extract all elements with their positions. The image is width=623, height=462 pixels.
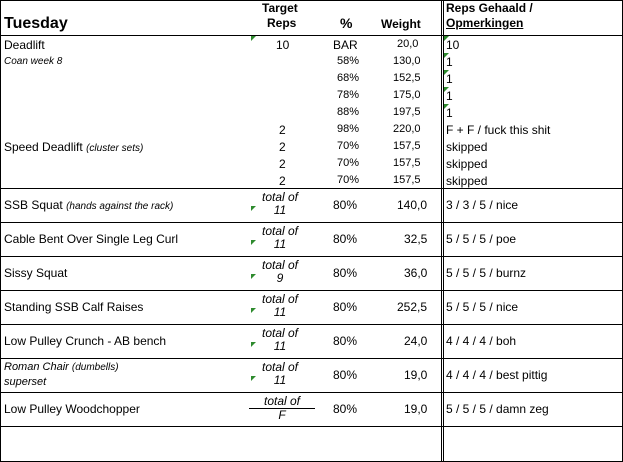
weight-cell: 32,5 <box>404 232 428 246</box>
exercise-name: Low Pulley Woodchopper <box>4 402 140 416</box>
target-reps <box>255 361 305 387</box>
exercise-name <box>4 362 119 373</box>
percent-cell: 80% <box>333 368 358 382</box>
exercise-name: Sissy Squat <box>4 266 68 280</box>
notes-cell: 4 / 4 / 4 / boh <box>446 334 517 348</box>
target-reps: 2 <box>279 174 286 188</box>
exercise-subtitle: (dumbells) <box>71 362 119 373</box>
percent-cell: 80% <box>333 198 358 212</box>
exercise-name-text: Roman Chair <box>4 361 69 373</box>
notes-cell: 5 / 5 / 5 / poe <box>446 232 517 246</box>
row-divider <box>0 358 623 359</box>
notes-cell: 10 <box>446 38 460 52</box>
row-divider <box>0 392 623 393</box>
notes-cell: skipped <box>446 157 488 171</box>
exercise-subtitle: Coan week 8 <box>4 56 63 67</box>
notes-cell: 5 / 5 / 5 / burnz <box>446 266 527 280</box>
percent-cell: 70% <box>337 157 360 169</box>
exercise-name: Deadlift <box>4 38 45 52</box>
reps-total-value: 9 <box>276 271 284 285</box>
comment-marker-icon <box>444 87 449 92</box>
target-reps <box>255 191 305 217</box>
exercise-name-text: Speed Deadlift <box>4 140 83 154</box>
weight-cell: 197,5 <box>393 106 421 118</box>
exercise-subtitle: (hands against the rack) <box>66 201 174 212</box>
notes-cell: 1 <box>446 55 453 69</box>
target-reps <box>255 327 305 353</box>
target-reps: 2 <box>279 140 286 154</box>
row-divider <box>0 324 623 325</box>
percent-cell: 80% <box>333 266 358 280</box>
reps-total-label: total of <box>261 360 299 374</box>
notes-cell: 1 <box>446 89 453 103</box>
row-divider <box>0 290 623 291</box>
header-divider <box>0 35 623 36</box>
reps-total-label: total of <box>261 292 299 306</box>
reps-total-label: total of <box>261 326 299 340</box>
target-reps <box>255 259 305 285</box>
header-notes-line2: Opmerkingen <box>446 16 524 30</box>
notes-cell: skipped <box>446 174 488 188</box>
percent-cell: 70% <box>337 174 360 186</box>
percent-cell: 98% <box>337 123 360 135</box>
reps-total-value: 11 <box>273 237 287 251</box>
target-reps-fraction <box>249 395 315 422</box>
exercise-superset-label: superset <box>4 376 47 388</box>
notes-cell: 4 / 4 / 4 / best pittig <box>446 368 548 382</box>
comment-marker-icon <box>251 36 256 41</box>
notes-cell: skipped <box>446 140 488 154</box>
weight-cell: 24,0 <box>404 334 428 348</box>
percent-cell: 80% <box>333 334 358 348</box>
weight-cell: 19,0 <box>404 402 428 416</box>
exercise-name <box>4 199 173 212</box>
header-reps: Reps <box>267 16 297 30</box>
percent-cell: 80% <box>333 402 358 416</box>
header-weight: Weight <box>381 17 421 31</box>
reps-total-label: total of <box>261 224 299 238</box>
exercise-name: Low Pulley Crunch - AB bench <box>4 334 167 348</box>
row-divider <box>0 222 623 223</box>
comment-marker-icon <box>444 70 449 75</box>
weight-cell: 157,5 <box>393 157 421 169</box>
exercise-subtitle: (cluster sets) <box>86 143 144 154</box>
notes-cell: 5 / 5 / 5 / damn zeg <box>446 402 549 416</box>
weight-cell: 36,0 <box>404 266 428 280</box>
target-reps: 2 <box>279 123 286 137</box>
notes-cell: 5 / 5 / 5 / nice <box>446 300 519 314</box>
target-reps: 10 <box>276 38 290 52</box>
target-reps <box>255 225 305 251</box>
reps-total-value: F <box>278 408 286 422</box>
weight-cell: 252,5 <box>397 300 428 314</box>
header-notes-line1: Reps Gehaald / <box>446 1 533 15</box>
reps-total-value: 11 <box>273 203 287 217</box>
weight-cell: 140,0 <box>397 198 428 212</box>
percent-cell: BAR <box>333 38 358 52</box>
percent-cell: 70% <box>337 140 360 152</box>
comment-marker-icon <box>444 53 449 58</box>
reps-total-label: total of <box>263 394 301 408</box>
header-percent: % <box>340 15 353 31</box>
notes-cell: 1 <box>446 72 453 86</box>
notes-cell: F + F / fuck this shit <box>446 123 551 137</box>
target-reps: 2 <box>279 157 286 171</box>
weight-cell: 220,0 <box>393 123 421 135</box>
percent-cell: 68% <box>337 72 360 84</box>
exercise-name: Standing SSB Calf Raises <box>4 300 144 314</box>
row-divider <box>0 426 623 427</box>
reps-total-value: 11 <box>273 305 287 319</box>
weight-cell: 157,5 <box>393 140 421 152</box>
day-title: Tuesday <box>4 15 68 32</box>
reps-total-value: 11 <box>273 373 287 387</box>
row-divider <box>0 188 623 189</box>
row-divider <box>0 256 623 257</box>
notes-cell: 3 / 3 / 5 / nice <box>446 198 519 212</box>
percent-cell: 80% <box>333 300 358 314</box>
target-reps <box>255 293 305 319</box>
weight-cell: 20,0 <box>397 38 419 50</box>
reps-total-value: 11 <box>273 339 287 353</box>
percent-cell: 80% <box>333 232 358 246</box>
reps-total-label: total of <box>261 190 299 204</box>
notes-cell: 1 <box>446 106 453 120</box>
weight-cell: 152,5 <box>393 72 421 84</box>
weight-cell: 157,5 <box>393 174 421 186</box>
weight-cell: 175,0 <box>393 89 421 101</box>
exercise-name: Cable Bent Over Single Leg Curl <box>4 232 179 246</box>
percent-cell: 88% <box>337 106 360 118</box>
exercise-name-text: SSB Squat <box>4 198 63 212</box>
exercise-name <box>4 141 143 154</box>
percent-cell: 78% <box>337 89 360 101</box>
header-target: Target <box>262 1 298 15</box>
weight-cell: 19,0 <box>404 368 428 382</box>
weight-cell: 130,0 <box>393 55 421 67</box>
comment-marker-icon <box>444 104 449 109</box>
percent-cell: 58% <box>337 55 360 67</box>
reps-total-label: total of <box>261 258 299 272</box>
